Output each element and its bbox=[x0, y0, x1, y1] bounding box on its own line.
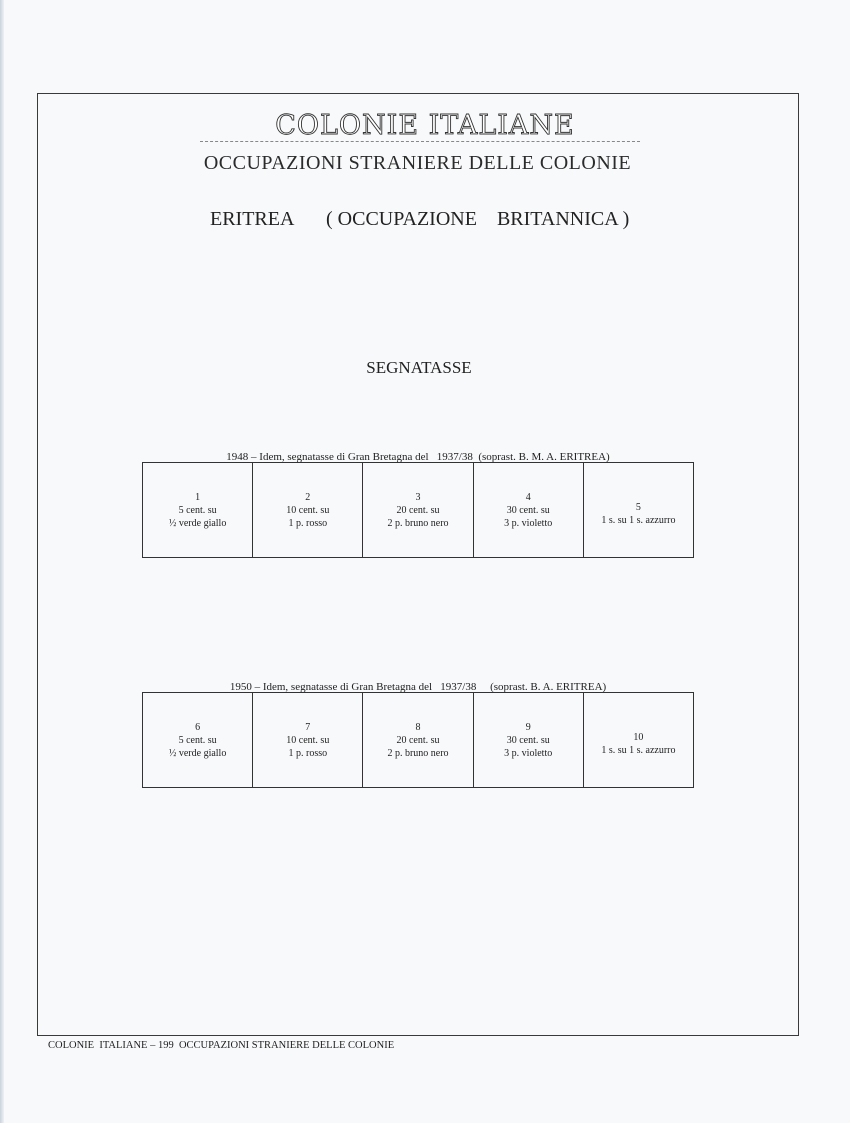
page-footer: COLONIE ITALIANE – 199 OCCUPAZIONI STRANIERE DELLE COLONIE bbox=[48, 1040, 395, 1051]
stamp-value: 20 cent. su bbox=[396, 734, 440, 746]
stamp-value: 20 cent. su bbox=[396, 504, 440, 516]
stamp-space bbox=[143, 693, 253, 788]
stamp-value: 5 cent. su bbox=[178, 504, 217, 516]
stamp-description: ½ verde giallo bbox=[168, 517, 227, 529]
country-name: ERITREA bbox=[210, 208, 295, 230]
title-divider bbox=[200, 141, 640, 142]
stamp-space bbox=[584, 693, 694, 788]
stamp-value: 5 cent. su bbox=[178, 734, 217, 746]
stamp-space bbox=[363, 693, 473, 788]
stamp-number: 3 bbox=[415, 491, 421, 503]
stamp-value: 1 s. su 1 s. azzurro bbox=[601, 745, 676, 756]
stamp-space bbox=[253, 693, 363, 788]
stamp-number: 8 bbox=[415, 721, 421, 733]
stamp-description: ½ verde giallo bbox=[168, 747, 227, 759]
stamp-description: 2 p. bruno nero bbox=[387, 517, 449, 529]
stamp-value: 10 cent. su bbox=[286, 734, 330, 746]
stamp-value: 10 cent. su bbox=[286, 504, 330, 516]
stamp-description: 2 p. bruno nero bbox=[387, 747, 449, 759]
stamp-number: 10 bbox=[633, 732, 644, 743]
stamp-space bbox=[253, 463, 363, 558]
stamp-value: 30 cent. su bbox=[506, 734, 550, 746]
stamp-row-1950 bbox=[142, 692, 694, 788]
stamp-row-1948 bbox=[142, 462, 694, 558]
occupation-label: ( OCCUPAZIONE BRITANNICA ) bbox=[326, 208, 630, 230]
page-title: COLONIE ITALIANE bbox=[275, 110, 575, 141]
stamp-space bbox=[363, 463, 473, 558]
stamp-space bbox=[143, 463, 253, 558]
stamp-number: 7 bbox=[305, 721, 311, 733]
stamp-space bbox=[584, 463, 694, 558]
stamp-value: 30 cent. su bbox=[506, 504, 550, 516]
page-border bbox=[37, 93, 799, 1036]
stamp-number: 6 bbox=[195, 721, 201, 733]
stamp-description: 3 p. violetto bbox=[504, 517, 553, 529]
issue-caption-1948: 1948 – Idem, segnatasse di Gran Bretagna del 1937/38 (soprast. B. M. A. ERITREA) bbox=[226, 451, 610, 463]
stamp-value: 1 s. su 1 s. azzurro bbox=[601, 515, 676, 526]
stamp-description: 1 p. rosso bbox=[288, 517, 328, 529]
stamp-description: 3 p. violetto bbox=[504, 747, 553, 759]
section-heading: SEGNATASSE bbox=[366, 358, 472, 377]
page-subtitle: OCCUPAZIONI STRANIERE DELLE COLONIE bbox=[203, 152, 632, 174]
stamp-number: 9 bbox=[525, 721, 531, 733]
stamp-space bbox=[474, 693, 584, 788]
stamp-space bbox=[474, 463, 584, 558]
issue-caption-1950: 1950 – Idem, segnatasse di Gran Bretagna del 1937/38 (soprast. B. A. ERITREA) bbox=[229, 681, 607, 693]
stamp-description: 1 p. rosso bbox=[288, 747, 328, 759]
stamp-number: 5 bbox=[635, 502, 641, 513]
stamp-number: 1 bbox=[195, 491, 201, 503]
stamp-number: 2 bbox=[305, 491, 311, 503]
stamp-number: 4 bbox=[525, 491, 531, 503]
